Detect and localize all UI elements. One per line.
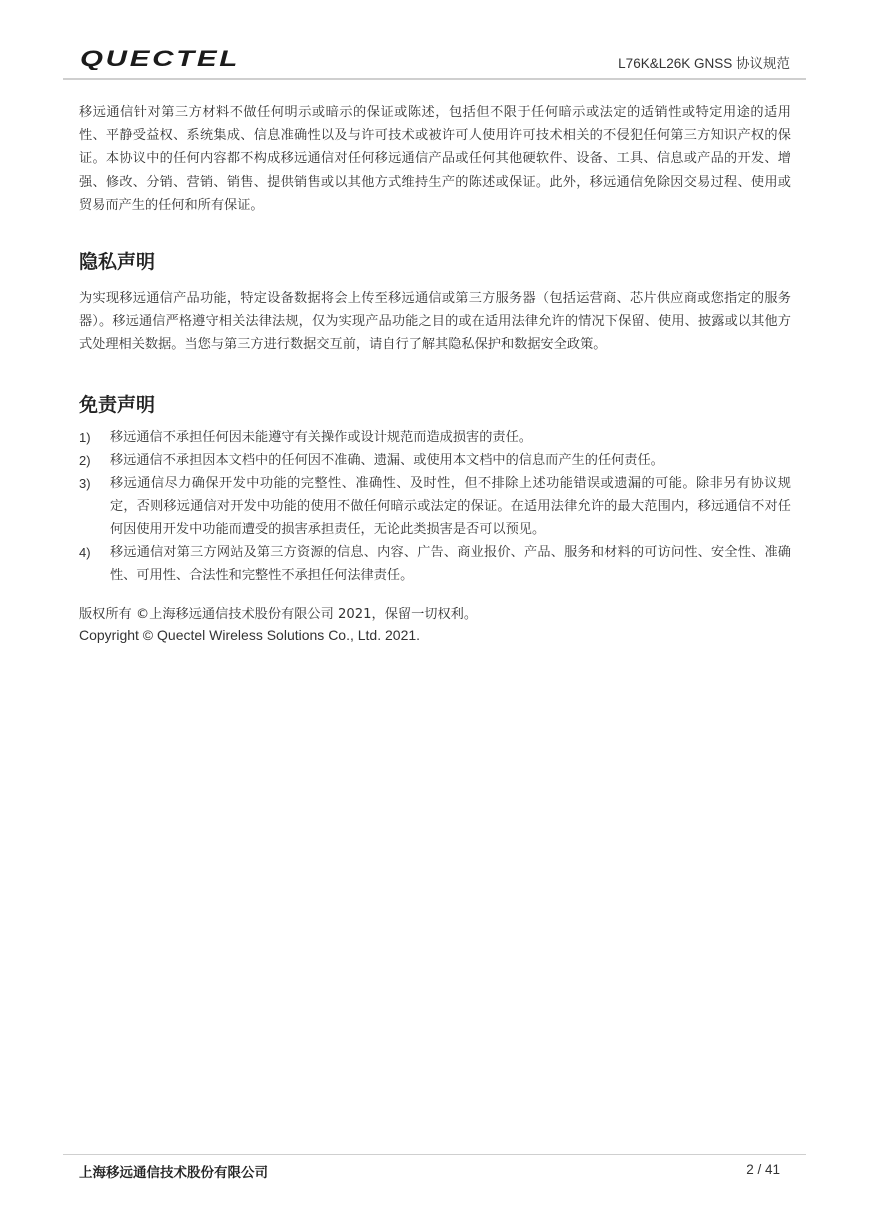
copyright-cn: 版权所有 ©上海移远通信技术股份有限公司 2021，保留一切权利。 <box>79 606 478 622</box>
disclaimer-item-number: 3) <box>79 475 91 491</box>
disclaimer-item-text: 移远通信不承担任何因未能遵守有关操作或设计规范而造成损害的责任。 <box>110 429 532 445</box>
privacy-heading: 隐私声明 <box>79 251 156 274</box>
disclaimer-list <box>79 426 791 587</box>
disclaimer-item-number: 2) <box>79 452 91 468</box>
disclaimer-item-text: 移远通信对第三方网站及第三方资源的信息、内容、广告、商业报价、产品、服务和材料的可访问性、安全性、准确性、可用性、合法性和完整性不承担任何法律责任。 <box>110 544 791 583</box>
page-content <box>79 101 791 645</box>
disclaimer-heading: 免责声明 <box>79 393 156 416</box>
footer-divider <box>63 1154 806 1155</box>
quectel-logo <box>79 48 243 70</box>
quectel-logo-mark <box>79 48 243 70</box>
disclaimer-item <box>79 541 791 587</box>
disclaimer-item-text: 移远通信尽力确保开发中功能的完整性、准确性、及时性，但不排除上述功能错误或遗漏的可能。除非另有协议规定，否则移远通信对开发中功能的使用不做任何暗示或法定的保证。在适用法律允许的最大范围内，移远通信不对任何因使用开发中功能而遭受的损害承担责任，无论此类损害是否可以预见。 <box>110 475 791 537</box>
document-title: L76K&L26K GNSS 协议规范 <box>618 56 790 71</box>
disclaimer-item <box>79 472 791 541</box>
header-divider <box>63 78 806 80</box>
disclaimer-item <box>79 426 791 449</box>
privacy-paragraph: 为实现移远通信产品功能，特定设备数据将会上传至移远通信或第三方服务器（包括运营商、芯片供应商或您指定的服务器）。移远通信严格遵守相关法律法规，仅为实现产品功能之目的或在适用法律允许的情况下保留、使用、披露或以其他方式处理相关数据。当您与第三方进行数据交互前，请自行了解其隐私保护和数据安全政策。 <box>79 291 791 353</box>
footer-company-name: 上海移远通信技术股份有限公司 <box>79 1165 268 1181</box>
page-header <box>79 44 790 78</box>
disclaimer-item <box>79 449 791 472</box>
intro-paragraph: 移远通信针对第三方材料不做任何明示或暗示的保证或陈述，包括但不限于任何暗示或法定的适销性或特定用途的适用性、平静受益权、系统集成、信息准确性以及与许可技术或被许可人使用许可技术相关的不侵犯任何第三方知识产权的保证。本协议中的任何内容都不构成移远通信对任何移远通信产品或任何其他硬软件、设备、工具、信息或产品的开发、增强、修改、分销、营销、销售、提供销售或以其他方式维持生产的陈述或保证。此外，移远通信免除因交易过程、使用或贸易而产生的任何和所有保证。 <box>79 105 791 213</box>
copyright-en: Copyright © Quectel Wireless Solutions Co., Ltd. 2021. <box>79 626 421 643</box>
disclaimer-item-text: 移远通信不承担因本文档中的任何因不准确、遗漏、或使用本文档中的信息而产生的任何责任。 <box>110 452 664 468</box>
disclaimer-item-number: 4) <box>79 544 91 560</box>
disclaimer-item-number: 1) <box>79 429 91 445</box>
logo-wordmark: QUECTEL <box>80 48 240 70</box>
page-number: 2 / 41 <box>746 1162 780 1177</box>
